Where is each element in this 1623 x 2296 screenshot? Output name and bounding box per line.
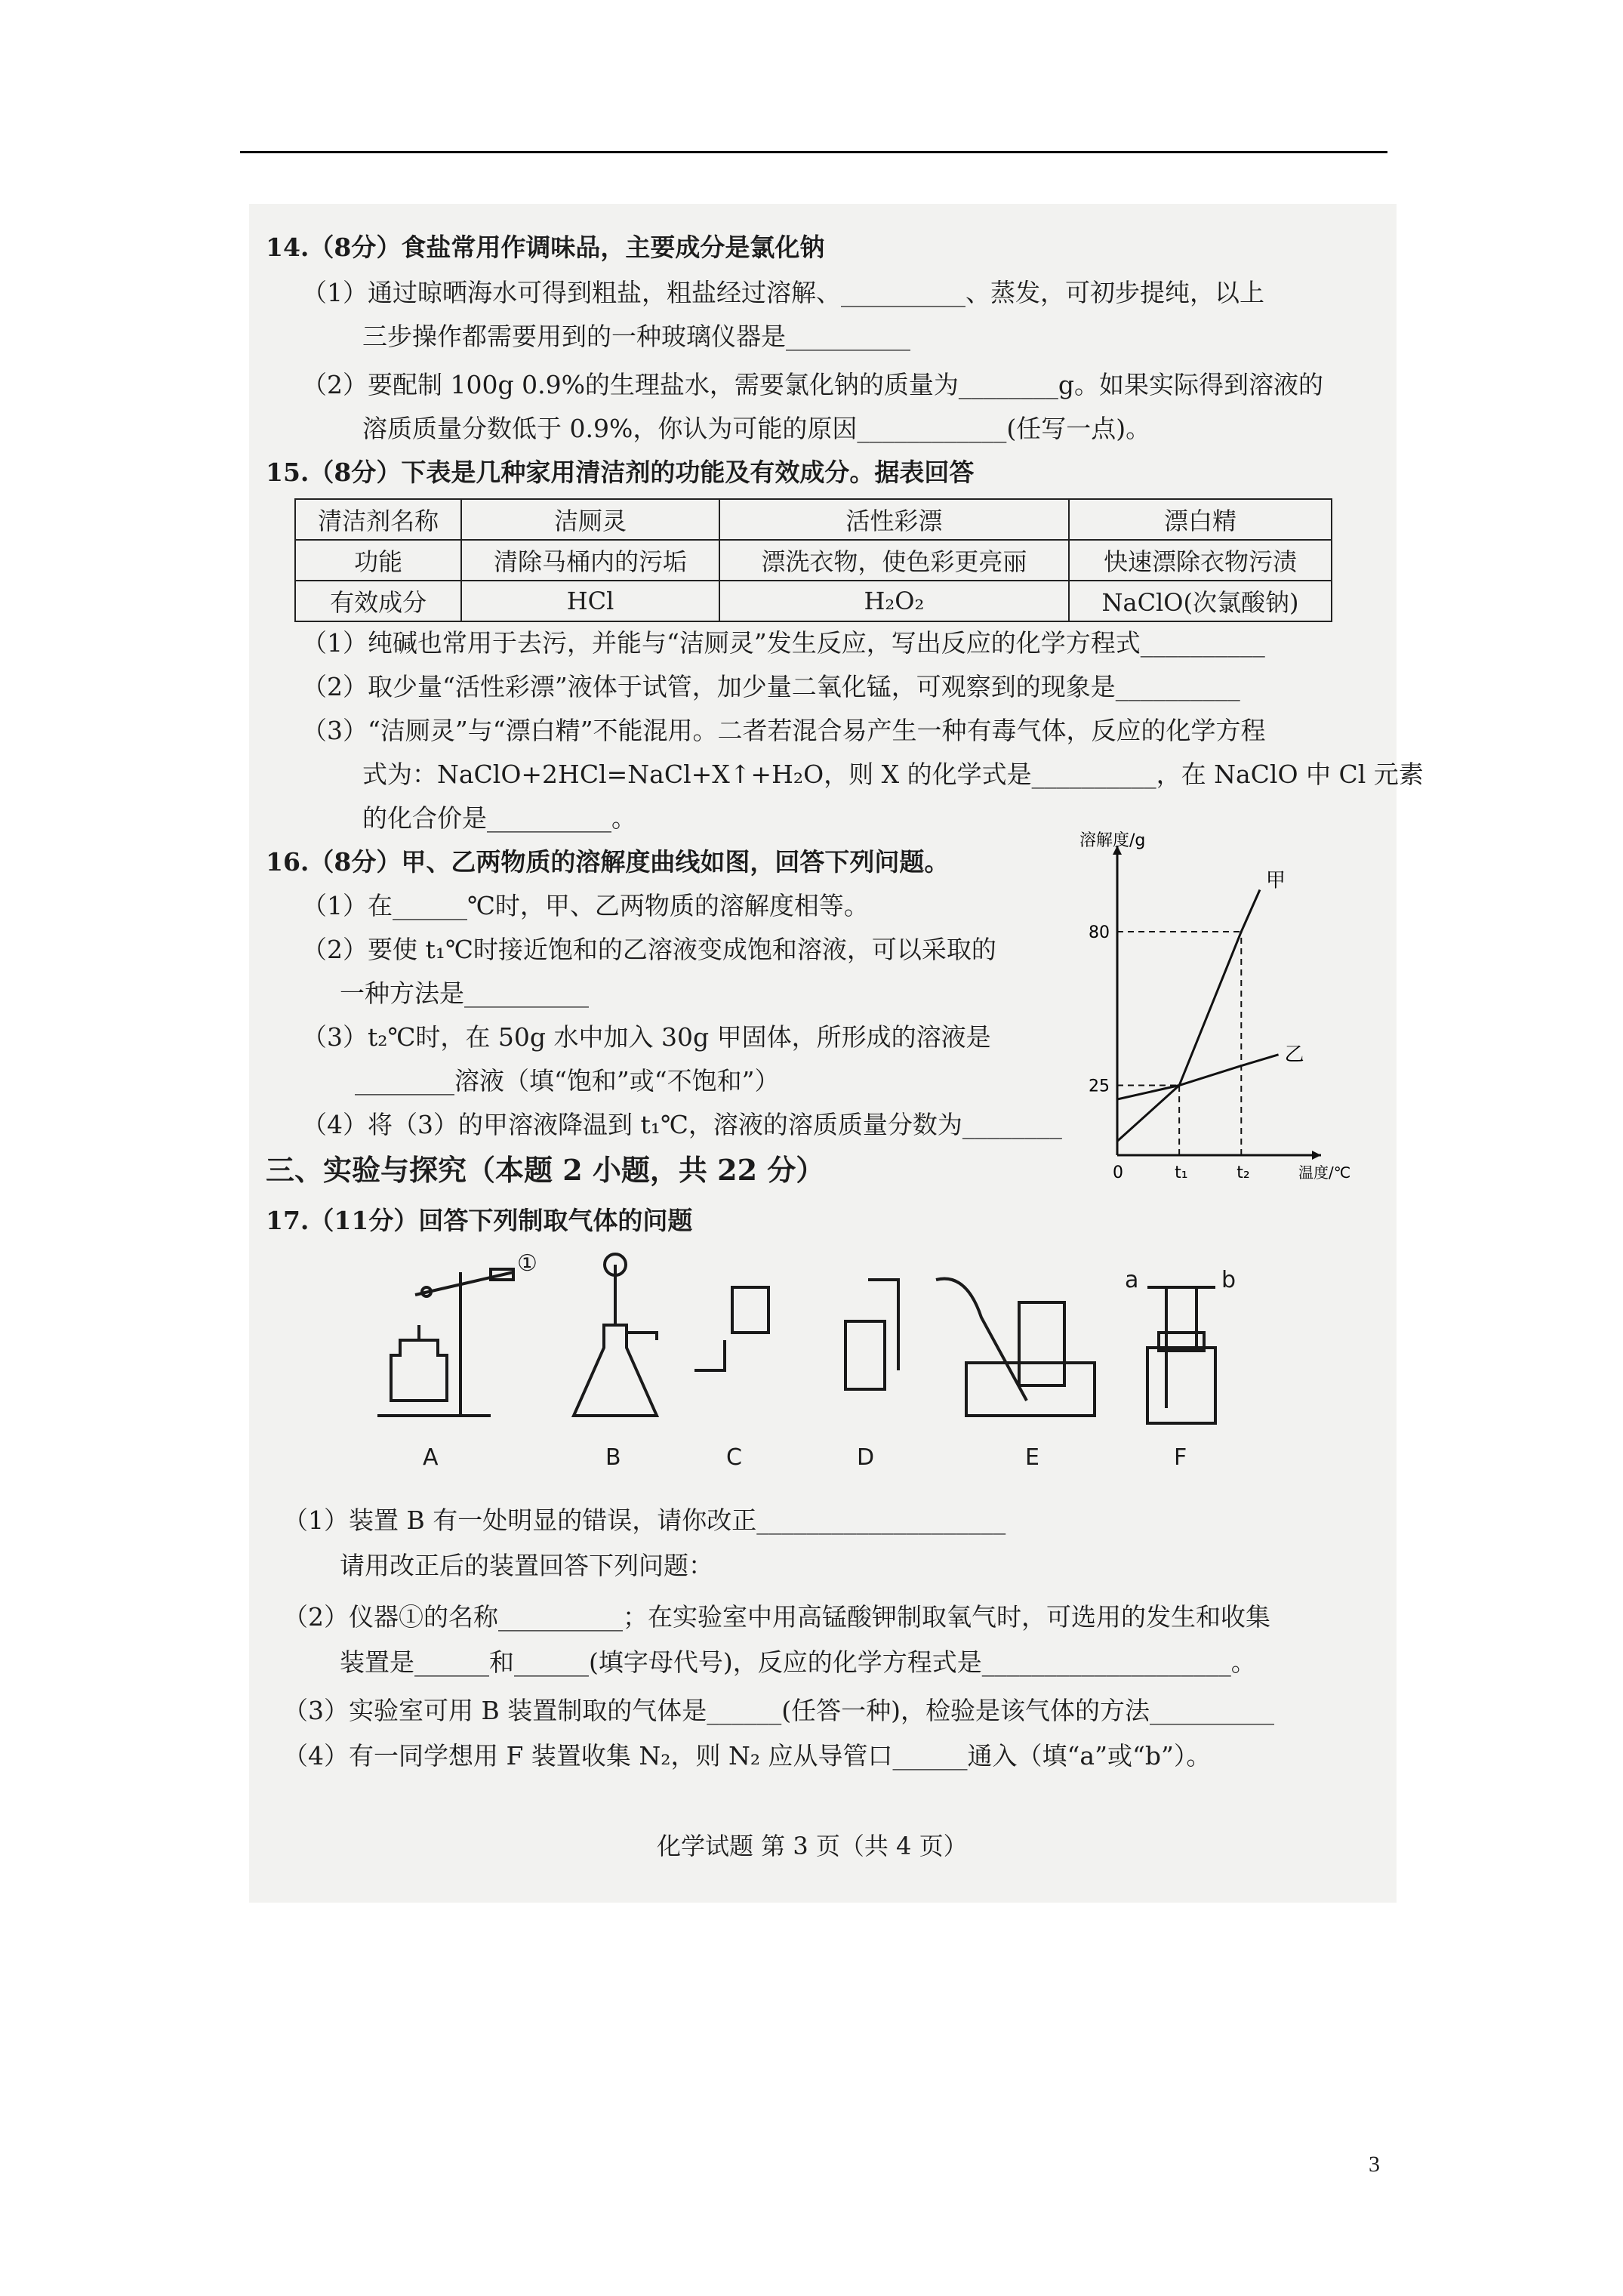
table-cell: 有效成分 [295,581,461,621]
q15-part3-line2: 式为：NaClO+2HCl=NaCl+X↑+H₂O，则 X 的化学式是__________，在 NaClO 中 Cl 元素 [362,760,1424,789]
apparatus-label: A [423,1444,439,1471]
solubility-chart [1072,831,1351,1193]
q14-part1-line1: （1）通过晾晒海水可得到粗盐，粗盐经过溶解、__________、蒸发，可初步提纯，以上 [302,278,1264,307]
q16-part3-line2: ________溶液（填“饱和”或“不饱和”） [355,1066,780,1096]
instrument-marker: ① [517,1250,537,1277]
apparatus-figure [370,1250,1261,1499]
q16-part2-line2: 一种方法是__________ [340,978,589,1008]
table-cell: NaClO(次氯酸钠) [1069,581,1332,621]
table-cell: 活性彩漂 [719,499,1069,540]
x-tick-label: 0 [1113,1163,1123,1182]
table-row [295,499,1332,540]
x-axis-label: 温度/℃ [1298,1163,1351,1182]
q15-part1: （1）纯碱也常用于去污，并能与“洁厕灵”发生反应，写出反应的化学方程式__________ [302,628,1265,658]
page-number: 3 [1369,2152,1380,2177]
q16-part3-line1: （3）t₂℃时，在 50g 水中加入 30g 甲固体，所形成的溶液是 [302,1022,991,1052]
q15-title: 15.（8分）下表是几种家用清洁剂的功能及有效成分。据表回答 [266,458,975,487]
header-rule [240,151,1387,153]
y-axis-label: 溶解度/g [1079,831,1146,850]
x-tick-label: t₂ [1236,1163,1250,1182]
table-cell: 漂洗衣物，使色彩更亮丽 [719,540,1069,581]
q14-part1-line2: 三步操作都需要用到的一种玻璃仪器是__________ [362,322,910,351]
series-label: 甲 [1265,869,1286,892]
q14-part2-line2: 溶质质量分数低于 0.9%，你认为可能的原因____________(任写一点)。 [362,414,1151,443]
series-label: 乙 [1284,1043,1304,1066]
q16-part4: （4）将（3）的甲溶液降温到 t₁℃，溶液的溶质质量分数为________ [302,1110,1062,1139]
q17-part2-line2: 装置是______和______(填字母代号)，反应的化学方程式是____________________。 [340,1647,1256,1677]
q17-part3: （3）实验室可用 B 装置制取的气体是______(任答一种)，检验是该气体的方法__________ [283,1696,1274,1725]
x-axis-arrow [1312,1151,1321,1160]
y-tick-label: 25 [1089,1077,1110,1096]
port-b-label: b [1221,1267,1236,1293]
series-line [1117,1055,1279,1099]
apparatus-label: E [1025,1444,1039,1471]
q17-part1-line1: （1）装置 B 有一处明显的错误，请你改正____________________ [283,1505,1006,1535]
table-cell: 清洁剂名称 [295,499,461,540]
table-cell: 功能 [295,540,461,581]
table-cell: 漂白精 [1069,499,1332,540]
q14-part2-line1: （2）要配制 100g 0.9%的生理盐水，需要氯化钠的质量为________g。如果实际得到溶液的 [302,370,1324,399]
table-cell: 快速漂除衣物污渍 [1069,540,1332,581]
q17-title: 17.（11分）回答下列制取气体的问题 [266,1206,693,1235]
table-cell: HCl [461,581,719,621]
q15-part3-line3: 的化合价是__________。 [362,803,636,833]
table-cell: 清除马桶内的污垢 [461,540,719,581]
q16-title: 16.（8分）甲、乙两物质的溶解度曲线如图，回答下列问题。 [266,847,950,877]
cleaner-table [294,498,1332,622]
q15-part2: （2）取少量“活性彩漂”液体于试管，加少量二氧化锰，可观察到的现象是__________ [302,672,1240,701]
table-cell: 洁厕灵 [461,499,719,540]
y-tick-label: 80 [1089,923,1110,942]
table-cell: H₂O₂ [719,581,1069,621]
q17-part2-line1: （2）仪器①的名称__________；在实验室中用高锰酸钾制取氧气时，可选用的发生和收集 [283,1602,1270,1632]
port-a-label: a [1125,1267,1139,1293]
apparatus-label: C [726,1444,742,1471]
q17-part4: （4）有一同学想用 F 装置收集 N₂，则 N₂ 应从导管口______通入（填“a”或“b”）。 [283,1741,1212,1771]
q15-part3-line1: （3）“洁厕灵”与“漂白精”不能混用。二者若混合易产生一种有毒气体，反应的化学方程 [302,716,1266,745]
x-tick-label: t₁ [1175,1163,1188,1182]
apparatus-label: F [1174,1444,1187,1471]
table-row [295,581,1332,621]
q16-part2-line1: （2）要使 t₁℃时接近饱和的乙溶液变成饱和溶液，可以采取的 [302,935,996,964]
series-line [1117,890,1260,1142]
section-3-title: 三、实验与探究（本题 2 小题，共 22 分） [266,1153,825,1187]
apparatus-label: B [605,1444,621,1471]
apparatus-label: D [857,1444,875,1471]
q17-part1-line2: 请用改正后的装置回答下列问题： [340,1551,713,1580]
page-footer: 化学试题 第 3 页（共 4 页） [657,1832,968,1860]
q16-part1: （1）在______℃时，甲、乙两物质的溶解度相等。 [302,891,869,920]
q14-title: 14.（8分）食盐常用作调味品，主要成分是氯化钠 [266,233,825,262]
table-row [295,540,1332,581]
